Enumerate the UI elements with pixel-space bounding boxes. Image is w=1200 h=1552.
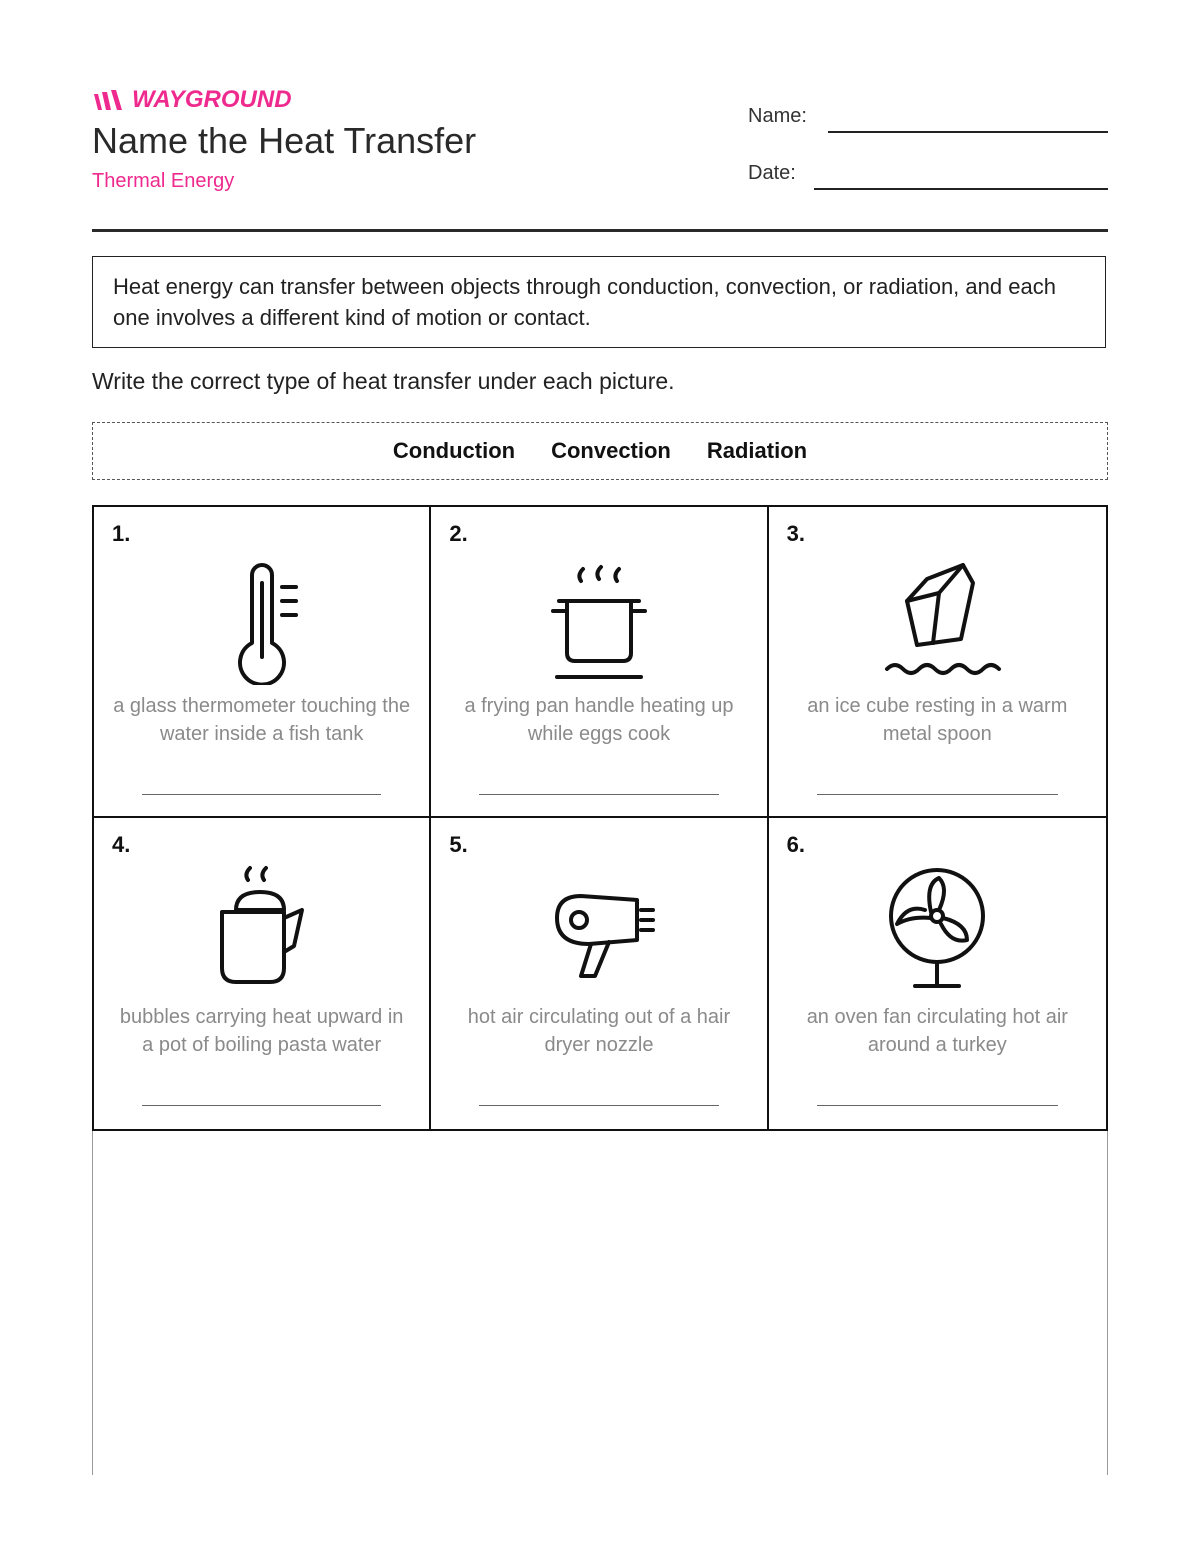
answer-line-2[interactable] <box>479 794 718 795</box>
question-number: 2. <box>449 521 468 546</box>
question-description: an ice cube resting in a warm metal spoon <box>807 695 1068 745</box>
question-grid <box>92 505 1108 1131</box>
question-number: 4. <box>112 832 131 857</box>
name-label: Name: <box>748 105 807 127</box>
question-description: an oven fan circulating hot air around a turkey <box>806 1006 1068 1056</box>
date-field[interactable] <box>814 188 1108 190</box>
question-number: 1. <box>112 521 131 546</box>
question-description: bubbles carrying heat upward in a pot of boiling pasta water <box>119 1006 404 1056</box>
thermometer-icon <box>192 545 332 685</box>
header-divider <box>92 229 1108 232</box>
answer-line-5[interactable] <box>479 1105 718 1106</box>
word-bank-conduction: Conduction <box>392 438 516 463</box>
word-bank <box>92 422 1108 480</box>
question-description: a glass thermometer touching the water inside a fish tank <box>113 695 411 745</box>
question-card-1 <box>94 507 431 818</box>
question-description: a frying pan handle heating up while eggs cook <box>464 695 734 745</box>
question-card-2 <box>431 507 768 818</box>
ice-cube-icon <box>867 545 1007 685</box>
date-label: Date: <box>748 162 796 184</box>
wayground-logo-icon <box>92 88 126 112</box>
brand-name: WAYGROUND <box>132 86 292 113</box>
question-card-6 <box>769 818 1106 1129</box>
question-card-3 <box>769 507 1106 818</box>
page-subtitle: Thermal Energy <box>92 170 235 192</box>
cooking-pot-icon <box>529 545 669 685</box>
answer-line-1[interactable] <box>142 794 381 795</box>
question-card-4 <box>94 818 431 1129</box>
hair-dryer-icon <box>529 856 669 996</box>
name-field[interactable] <box>828 131 1108 133</box>
instruction-text: Write the correct type of heat transfer under each picture. <box>92 368 675 394</box>
answer-line-3[interactable] <box>817 794 1058 795</box>
question-number: 6. <box>786 832 806 857</box>
kettle-icon <box>192 856 332 996</box>
word-bank-radiation: Radiation <box>706 438 808 463</box>
brand-logo <box>92 86 292 114</box>
intro-box: Heat energy can transfer between objects through conduction, convection, or radiation, and each one involves a different kind of motion or contact. <box>92 256 1106 348</box>
question-description: hot air circulating out of a hair dryer nozzle <box>467 1006 731 1056</box>
question-card-5 <box>431 818 768 1129</box>
page-title: Name the Heat Transfer <box>92 120 477 161</box>
question-number: 3. <box>786 521 806 546</box>
answer-line-4[interactable] <box>142 1105 381 1106</box>
word-bank-convection: Convection <box>551 438 671 463</box>
fan-icon <box>867 856 1007 996</box>
question-number: 5. <box>449 832 468 857</box>
answer-line-6[interactable] <box>817 1105 1058 1106</box>
